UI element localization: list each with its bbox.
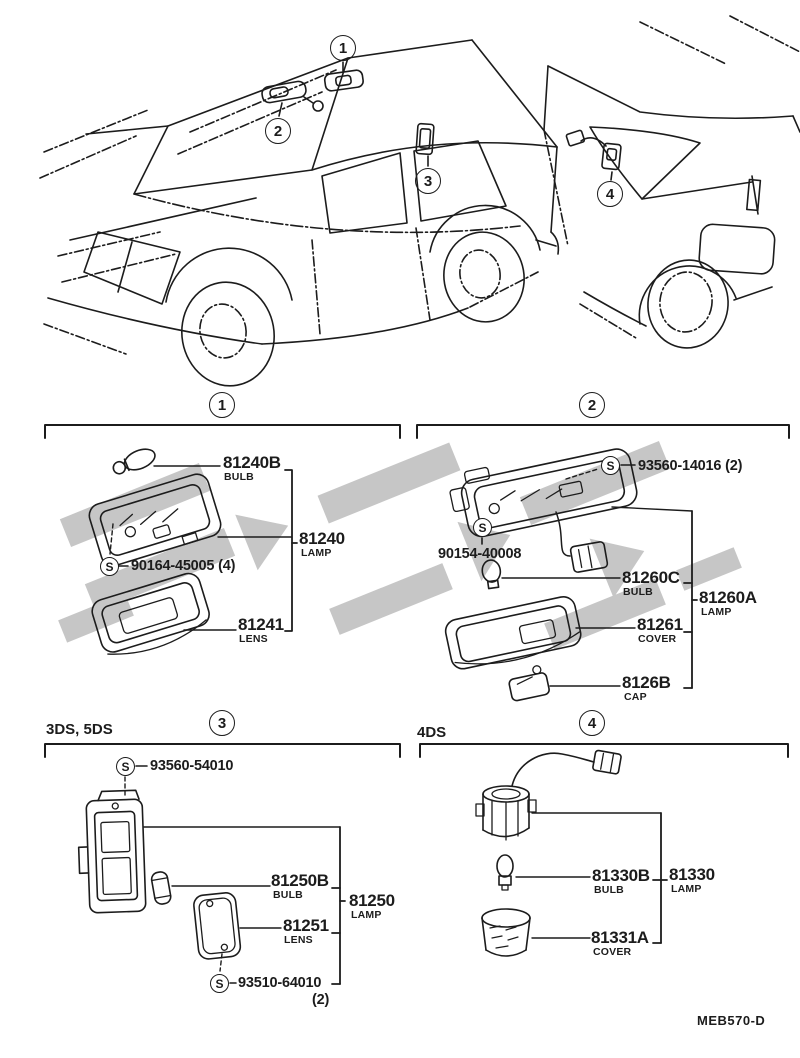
part-number-81251: 81251 [283, 916, 329, 935]
part-caption-bulb: BULB [623, 586, 653, 598]
part-caption-lamp: LAMP [671, 883, 702, 895]
callout-1-overview: 1 [330, 35, 356, 61]
screw-number-90164-45005: 90164-45005 (4) [131, 558, 236, 574]
socket-lamp-81330-icon [476, 750, 622, 840]
part-caption-cap: CAP [624, 691, 647, 703]
part-number-81260c: 81260C [622, 568, 680, 587]
car-rear-quarter-illustration [544, 16, 800, 353]
screw-marker: S [473, 518, 492, 537]
luggage-lamp-location-icon [566, 130, 621, 170]
lens-81251-icon [193, 892, 241, 960]
bulb-81250b-icon [151, 871, 172, 905]
section3-body-style-header: 3DS, 5DS [46, 721, 113, 738]
screw-number-93510-64010: 93510-64010 [238, 975, 322, 991]
part-number-81241: 81241 [238, 615, 284, 634]
part-caption-lens: LENS [284, 934, 313, 946]
figure-code: MEB570-D [697, 1013, 766, 1028]
part-caption-bulb: BULB [594, 884, 624, 896]
cover-81331a-icon [482, 909, 530, 956]
screw-marker: S [100, 557, 119, 576]
part-number-81240: 81240 [299, 529, 345, 548]
panel4-drawing [476, 750, 667, 956]
screw-marker: S [601, 456, 620, 475]
part-caption-bulb: BULB [224, 471, 254, 483]
part-number-8126b: 8126B [622, 673, 671, 692]
part-number-81261: 81261 [637, 615, 683, 634]
callout-section-3: 3 [209, 710, 235, 736]
callout-section-2: 2 [579, 392, 605, 418]
car-front-quarter-illustration [40, 40, 558, 393]
bulb-81240b-icon [110, 445, 158, 478]
screw-number-90154-40008: 90154-40008 [438, 546, 522, 562]
part-caption-cover: COVER [638, 633, 677, 645]
part-number-81330: 81330 [669, 865, 715, 884]
screw-marker: S [210, 974, 229, 993]
callout-3-overview: 3 [415, 168, 441, 194]
part-number-81250: 81250 [349, 891, 395, 910]
part-caption-lamp: LAMP [301, 547, 332, 559]
part-caption-cover: COVER [593, 946, 632, 958]
section4-body-style-header: 4DS [417, 724, 447, 741]
callout-2-overview: 2 [265, 118, 291, 144]
callout-section-4: 4 [579, 710, 605, 736]
part-caption-lamp: LAMP [351, 909, 382, 921]
part-number-81240b: 81240B [223, 453, 281, 472]
screw-number-93560-14016: 93560-14016 (2) [638, 458, 743, 474]
bulb-81330b-icon [497, 855, 513, 890]
screw-qty: (2) [312, 992, 330, 1008]
cap-8126b-icon [507, 664, 550, 701]
callout-section-1: 1 [209, 392, 235, 418]
part-number-81331a: 81331A [591, 928, 649, 947]
screw-number-93560-54010: 93560-54010 [150, 758, 234, 774]
lamp-81250-icon [77, 790, 146, 913]
callout-4-overview: 4 [597, 181, 623, 207]
part-caption-lens: LENS [239, 633, 268, 645]
part-number-81250b: 81250B [271, 871, 329, 890]
part-caption-bulb: BULB [273, 889, 303, 901]
part-number-81260a: 81260A [699, 588, 757, 607]
screw-marker: S [116, 757, 135, 776]
part-number-81330b: 81330B [592, 866, 650, 885]
part-caption-lamp: LAMP [701, 606, 732, 618]
